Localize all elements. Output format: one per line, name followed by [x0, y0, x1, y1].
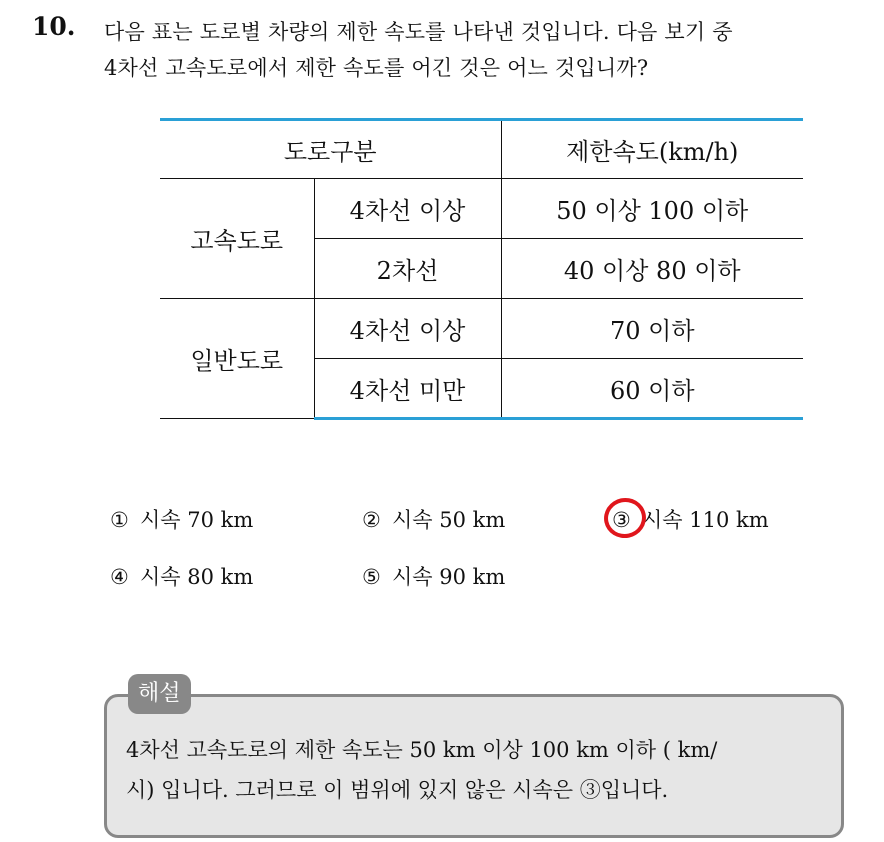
limit-cell: 40 이상 80 이하 — [501, 239, 803, 299]
choice-mark: ⑤ — [362, 565, 381, 589]
choice-text: 시속 50 km — [392, 508, 506, 532]
lanes-cell: 2차선 — [314, 239, 501, 299]
choice-text: 시속 90 km — [392, 565, 506, 589]
table-row — [160, 179, 803, 239]
explanation-line-1: 4차선 고속도로의 제한 속도는 50 km 이상 100 km 이하 ( km/ — [126, 738, 718, 762]
choice-4[interactable] — [110, 561, 253, 591]
lanes-cell: 4차선 이상 — [314, 299, 501, 359]
choice-mark: ③ — [612, 508, 631, 532]
limit-cell: 50 이상 100 이하 — [501, 179, 803, 239]
limit-cell: 70 이하 — [501, 299, 803, 359]
lanes-cell: 4차선 미만 — [314, 359, 501, 419]
group-general-road: 일반도로 — [160, 299, 314, 419]
group-highway: 고속도로 — [160, 179, 314, 299]
choice-mark: ① — [110, 508, 129, 532]
choice-2[interactable] — [362, 504, 505, 534]
choice-1[interactable] — [110, 504, 253, 534]
choice-mark: ② — [362, 508, 381, 532]
question-line-2: 4차선 고속도로에서 제한 속도를 어긴 것은 어느 것입니까? — [104, 56, 649, 80]
choice-5[interactable] — [362, 561, 505, 591]
explanation-line-2: 시) 입니다. 그러므로 이 범위에 있지 않은 시속은 ③입니다. — [126, 778, 669, 802]
table-header-row — [160, 120, 803, 179]
speed-limit-table — [160, 118, 803, 420]
table-row — [160, 299, 803, 359]
question-line-1: 다음 표는 도로별 차량의 제한 속도를 나타낸 것입니다. 다음 보기 중 — [104, 20, 733, 44]
header-speed-limit: 제한속도(km/h) — [501, 120, 803, 179]
limit-cell: 60 이하 — [501, 359, 803, 419]
lanes-cell: 4차선 이상 — [314, 179, 501, 239]
choice-mark: ④ — [110, 565, 129, 589]
choice-text: 시속 80 km — [140, 565, 254, 589]
choice-text: 시속 70 km — [140, 508, 254, 532]
question-number: 10. — [32, 12, 76, 41]
choice-text: 시속 110 km — [642, 508, 769, 532]
explanation-text — [126, 730, 834, 810]
answer-circle-mark — [600, 494, 649, 542]
question-text — [104, 14, 874, 86]
explanation-tag: 해설 — [128, 674, 191, 714]
header-road-type: 도로구분 — [160, 120, 501, 179]
